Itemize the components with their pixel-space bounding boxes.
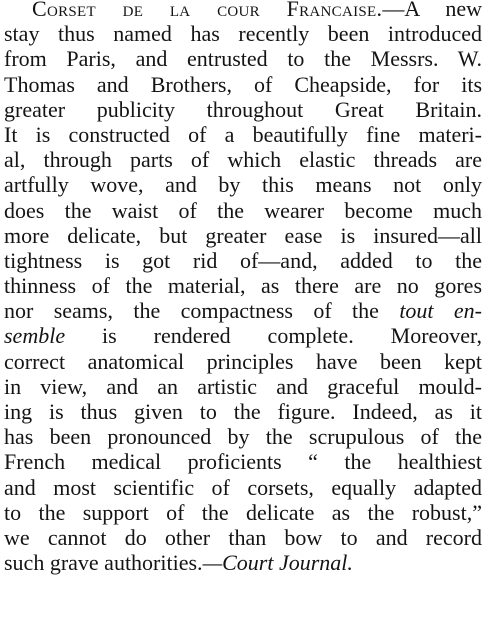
article-line: Corset de la cour Francaise.—A new (0, 0, 488, 21)
italic-phrase-end: semble (4, 323, 66, 349)
article-line: does the waist of the wearer become much (4, 197, 482, 223)
article-line: semble is rendered complete. Moreover, (4, 323, 482, 349)
article-line: Thomas and Brothers, of Cheapside, for its (4, 71, 482, 97)
article-line: to the support of the delicate as the robust,” (4, 499, 482, 525)
article-line: from Paris, and entrusted to the Messrs. W. (4, 46, 482, 72)
article-line: we cannot do other than bow to and record (4, 524, 482, 550)
article-line: French medical proficients “ the healthiest (4, 449, 482, 475)
article-line: ing is thus given to the figure. Indeed, as it (4, 399, 482, 424)
article-line: It is constructed of a beautifully fine materi- (4, 121, 482, 147)
article-line: nor seams, the compactness of the tout en- (4, 298, 482, 324)
article-line: greater publicity throughout Great Britain. (4, 96, 482, 122)
article-line: and most scientific of corsets, equally adapted (4, 474, 482, 500)
article-line: thinness of the material, as there are no gores (4, 273, 482, 299)
article-line: more delicate, but greater ease is insured—all (4, 222, 482, 248)
italic-phrase-start: tout en- (399, 298, 482, 324)
article-line: stay thus named has recently been introduced (4, 21, 482, 47)
article-line: tightness is got rid of—and, added to the (4, 247, 482, 273)
article-line: such grave authorities.—Court Journal. (4, 550, 353, 576)
article-line: artfully wove, and by this means not only (4, 172, 482, 198)
article-line: has been pronounced by the scrupulous of the (4, 424, 482, 450)
article-source: —Court Journal. (202, 550, 353, 576)
article-line: al, through parts of which elastic threads are (4, 147, 482, 173)
article-line: in view, and an artistic and graceful mould- (4, 373, 482, 399)
article-title: Corset de la cour Francaise. (32, 0, 383, 21)
article-line: correct anatomical principles have been kept (4, 348, 482, 374)
